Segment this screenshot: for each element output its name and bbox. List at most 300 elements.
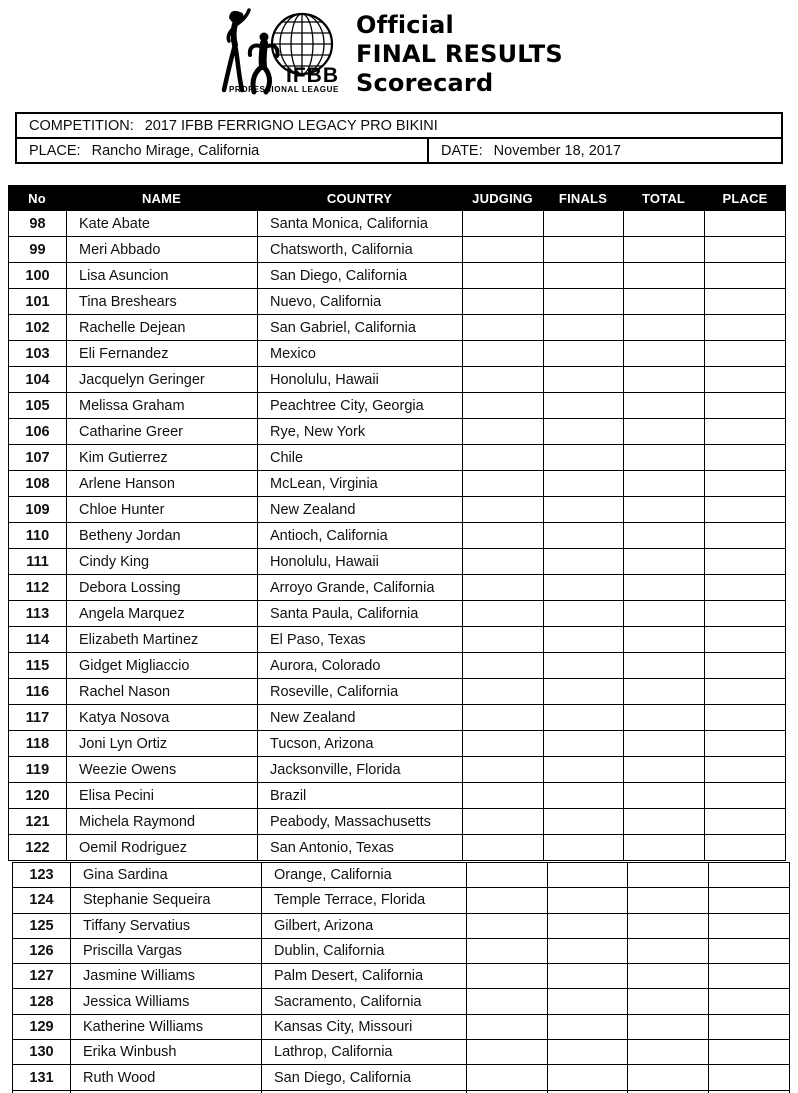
cell-finals <box>544 835 624 860</box>
cell-finals <box>548 939 628 963</box>
column-header-place: PLACE <box>722 190 768 206</box>
cell-finals <box>544 393 624 418</box>
cell-judging <box>463 237 544 262</box>
cell-total <box>624 783 705 808</box>
column-header-finals: FINALS <box>558 190 608 206</box>
table-row <box>13 1015 789 1040</box>
cell-name: Gidget Migliaccio <box>67 653 258 678</box>
cell-place <box>705 289 785 314</box>
column-header-country: COUNTRY <box>326 190 393 206</box>
cell-finals <box>544 783 624 808</box>
cell-total <box>624 575 705 600</box>
male-figure <box>250 33 278 93</box>
cell-country: Mexico <box>258 341 463 366</box>
table-body-upper <box>8 211 786 861</box>
cell-name: Cindy King <box>67 549 258 574</box>
cell-name: Rachelle Dejean <box>67 315 258 340</box>
cell-country: Santa Paula, California <box>258 601 463 626</box>
cell-judging <box>463 731 544 756</box>
cell-no: 115 <box>9 653 67 678</box>
cell-name: Angela Marquez <box>67 601 258 626</box>
cell-judging <box>467 939 548 963</box>
table-row <box>13 989 789 1014</box>
cell-judging <box>467 1040 548 1064</box>
ifbb-logo <box>202 4 350 104</box>
cell-place <box>705 393 785 418</box>
column-header-total: TOTAL <box>641 190 686 206</box>
table-row <box>9 471 785 497</box>
cell-country: San Diego, California <box>258 263 463 288</box>
competition-label: COMPETITION: <box>29 117 134 134</box>
cell-country: Roseville, California <box>258 679 463 704</box>
cell-no: 110 <box>9 523 67 548</box>
cell-judging <box>463 783 544 808</box>
cell-judging <box>467 989 548 1013</box>
cell-no: 118 <box>9 731 67 756</box>
ifbb-logo-graphic <box>202 4 350 104</box>
cell-place <box>705 367 785 392</box>
cell-place <box>705 731 785 756</box>
title-line-scorecard: Scorecard <box>356 69 494 97</box>
title-line-final-results: FINAL RESULTS <box>356 40 563 68</box>
cell-finals <box>544 731 624 756</box>
cell-judging <box>467 1015 548 1039</box>
cell-finals <box>544 367 624 392</box>
cell-judging <box>463 705 544 730</box>
cell-country: San Gabriel, California <box>258 315 463 340</box>
cell-name: Tina Breshears <box>67 289 258 314</box>
cell-total <box>628 964 709 988</box>
cell-judging <box>463 627 544 652</box>
cell-no: 103 <box>9 341 67 366</box>
cell-place <box>705 679 785 704</box>
cell-country: Honolulu, Hawaii <box>258 367 463 392</box>
cell-no: 131 <box>13 1065 71 1089</box>
cell-name: Ruth Wood <box>71 1065 262 1089</box>
date-value: November 18, 2017 <box>493 142 621 159</box>
cell-place <box>709 989 789 1013</box>
cell-place <box>705 601 785 626</box>
results-table-lower <box>12 862 790 1093</box>
cell-total <box>628 1015 709 1039</box>
table-row <box>9 783 785 809</box>
cell-name: Kim Gutierrez <box>67 445 258 470</box>
cell-country: Temple Terrace, Florida <box>262 888 467 912</box>
table-row <box>9 731 785 757</box>
cell-total <box>624 289 705 314</box>
cell-judging <box>463 601 544 626</box>
cell-no: 99 <box>9 237 67 262</box>
cell-name: Melissa Graham <box>67 393 258 418</box>
cell-name: Stephanie Sequeira <box>71 888 262 912</box>
cell-no: 116 <box>9 679 67 704</box>
cell-no: 123 <box>13 863 71 887</box>
cell-total <box>624 549 705 574</box>
cell-name: Tiffany Servatius <box>71 914 262 938</box>
column-header-name: NAME <box>141 190 182 206</box>
table-row <box>9 601 785 627</box>
table-row <box>9 679 785 705</box>
table-row <box>13 939 789 964</box>
cell-place <box>705 783 785 808</box>
cell-judging <box>463 809 544 834</box>
table-row <box>9 341 785 367</box>
cell-place <box>709 863 789 887</box>
table-row <box>9 809 785 835</box>
cell-total <box>624 263 705 288</box>
cell-place <box>705 419 785 444</box>
cell-total <box>624 835 705 860</box>
cell-total <box>624 627 705 652</box>
table-row <box>9 367 785 393</box>
cell-place <box>705 757 785 782</box>
cell-finals <box>548 1065 628 1089</box>
cell-name: Kate Abate <box>67 211 258 236</box>
cell-place <box>705 315 785 340</box>
cell-place <box>705 705 785 730</box>
cell-country: Gilbert, Arizona <box>262 914 467 938</box>
cell-place <box>705 809 785 834</box>
cell-no: 129 <box>13 1015 71 1039</box>
competition-row <box>17 114 781 139</box>
table-row <box>9 835 785 860</box>
cell-place <box>705 341 785 366</box>
table-row <box>13 1040 789 1065</box>
table-row <box>13 914 789 939</box>
cell-total <box>624 419 705 444</box>
cell-judging <box>463 393 544 418</box>
cell-place <box>709 1015 789 1039</box>
cell-finals <box>544 419 624 444</box>
logo-subtitle-text: PROFESSIONAL LEAGUE <box>229 85 339 94</box>
cell-name: Catharine Greer <box>67 419 258 444</box>
cell-total <box>624 705 705 730</box>
cell-name: Priscilla Vargas <box>71 939 262 963</box>
cell-name: Arlene Hanson <box>67 471 258 496</box>
cell-country: Aurora, Colorado <box>258 653 463 678</box>
cell-no: 113 <box>9 601 67 626</box>
table-row <box>9 627 785 653</box>
cell-judging <box>467 914 548 938</box>
cell-finals <box>544 627 624 652</box>
cell-finals <box>544 809 624 834</box>
cell-total <box>624 809 705 834</box>
cell-no: 128 <box>13 989 71 1013</box>
table-row <box>9 523 785 549</box>
table-row <box>9 393 785 419</box>
cell-country: Chatsworth, California <box>258 237 463 262</box>
cell-name: Jasmine Williams <box>71 964 262 988</box>
cell-no: 124 <box>13 888 71 912</box>
table-row <box>9 419 785 445</box>
cell-country: Dublin, California <box>262 939 467 963</box>
cell-total <box>624 393 705 418</box>
cell-name: Oemil Rodriguez <box>67 835 258 860</box>
cell-name: Rachel Nason <box>67 679 258 704</box>
cell-country: Tucson, Arizona <box>258 731 463 756</box>
cell-finals <box>548 1040 628 1064</box>
cell-place <box>709 1065 789 1089</box>
cell-judging <box>467 1065 548 1089</box>
cell-place <box>705 549 785 574</box>
table-row <box>9 705 785 731</box>
table-row <box>13 888 789 913</box>
cell-country: San Diego, California <box>262 1065 467 1089</box>
cell-name: Lisa Asuncion <box>67 263 258 288</box>
table-row <box>9 549 785 575</box>
cell-judging <box>463 549 544 574</box>
cell-finals <box>544 757 624 782</box>
cell-finals <box>544 601 624 626</box>
cell-finals <box>544 523 624 548</box>
cell-total <box>628 914 709 938</box>
cell-no: 119 <box>9 757 67 782</box>
cell-country: New Zealand <box>258 497 463 522</box>
cell-finals <box>544 341 624 366</box>
cell-no: 105 <box>9 393 67 418</box>
cell-total <box>624 367 705 392</box>
cell-country: Lathrop, California <box>262 1040 467 1064</box>
results-table-upper <box>8 185 786 861</box>
cell-total <box>624 653 705 678</box>
competition-value: 2017 IFBB FERRIGNO LEGACY PRO BIKINI <box>144 117 438 134</box>
table-row <box>9 653 785 679</box>
cell-place <box>709 939 789 963</box>
cell-total <box>624 315 705 340</box>
cell-total <box>628 863 709 887</box>
cell-no: 101 <box>9 289 67 314</box>
cell-finals <box>548 989 628 1013</box>
table-row <box>9 315 785 341</box>
table-row <box>9 575 785 601</box>
cell-finals <box>544 237 624 262</box>
table-body-lower <box>12 862 790 1093</box>
cell-name: Debora Lossing <box>67 575 258 600</box>
competition-info-box <box>15 112 783 164</box>
place-label: PLACE: <box>29 142 81 159</box>
cell-judging <box>463 367 544 392</box>
cell-place <box>705 237 785 262</box>
table-row <box>9 211 785 237</box>
cell-country: Sacramento, California <box>262 989 467 1013</box>
cell-finals <box>544 653 624 678</box>
cell-country: Chile <box>258 445 463 470</box>
cell-judging <box>463 757 544 782</box>
cell-place <box>705 653 785 678</box>
table-row <box>9 445 785 471</box>
cell-finals <box>548 863 628 887</box>
cell-country: Peachtree City, Georgia <box>258 393 463 418</box>
female-figure <box>224 10 249 90</box>
cell-total <box>624 679 705 704</box>
cell-name: Jessica Williams <box>71 989 262 1013</box>
cell-name: Michela Raymond <box>67 809 258 834</box>
cell-country: Brazil <box>258 783 463 808</box>
table-row <box>13 863 789 888</box>
cell-judging <box>467 964 548 988</box>
cell-country: New Zealand <box>258 705 463 730</box>
cell-finals <box>544 315 624 340</box>
cell-no: 130 <box>13 1040 71 1064</box>
cell-country: El Paso, Texas <box>258 627 463 652</box>
cell-total <box>628 939 709 963</box>
cell-name: Chloe Hunter <box>67 497 258 522</box>
cell-no: 125 <box>13 914 71 938</box>
cell-judging <box>463 835 544 860</box>
cell-total <box>624 731 705 756</box>
cell-place <box>705 575 785 600</box>
cell-no: 120 <box>9 783 67 808</box>
cell-finals <box>544 263 624 288</box>
cell-total <box>624 523 705 548</box>
cell-total <box>628 1040 709 1064</box>
cell-total <box>624 471 705 496</box>
cell-finals <box>544 211 624 236</box>
cell-country: Honolulu, Hawaii <box>258 549 463 574</box>
table-row <box>13 964 789 989</box>
column-header-judging: JUDGING <box>472 190 533 206</box>
cell-no: 121 <box>9 809 67 834</box>
date-label: DATE: <box>441 142 483 159</box>
cell-place <box>709 914 789 938</box>
cell-judging <box>463 679 544 704</box>
cell-place <box>705 523 785 548</box>
cell-name: Elisa Pecini <box>67 783 258 808</box>
cell-place <box>705 445 785 470</box>
cell-judging <box>463 575 544 600</box>
cell-finals <box>544 705 624 730</box>
cell-name: Meri Abbado <box>67 237 258 262</box>
cell-name: Jacquelyn Geringer <box>67 367 258 392</box>
cell-finals <box>544 679 624 704</box>
cell-country: Antioch, California <box>258 523 463 548</box>
cell-judging <box>463 497 544 522</box>
cell-no: 111 <box>9 549 67 574</box>
place-value: Rancho Mirage, California <box>91 142 260 159</box>
cell-no: 126 <box>13 939 71 963</box>
table-row <box>13 1065 789 1090</box>
place-cell <box>17 139 429 162</box>
cell-judging <box>463 289 544 314</box>
cell-no: 114 <box>9 627 67 652</box>
cell-total <box>628 1065 709 1089</box>
column-header-no: No <box>28 190 46 206</box>
cell-finals <box>544 445 624 470</box>
cell-place <box>705 497 785 522</box>
cell-name: Katherine Williams <box>71 1015 262 1039</box>
table-row <box>9 289 785 315</box>
cell-finals <box>544 289 624 314</box>
cell-total <box>624 497 705 522</box>
table-row <box>9 497 785 523</box>
cell-no: 122 <box>9 835 67 860</box>
cell-total <box>628 989 709 1013</box>
cell-no: 107 <box>9 445 67 470</box>
cell-place <box>709 964 789 988</box>
cell-finals <box>544 575 624 600</box>
cell-finals <box>544 549 624 574</box>
cell-name: Elizabeth Martinez <box>67 627 258 652</box>
cell-place <box>709 1040 789 1064</box>
cell-no: 127 <box>13 964 71 988</box>
cell-no: 106 <box>9 419 67 444</box>
cell-judging <box>467 888 548 912</box>
cell-no: 117 <box>9 705 67 730</box>
cell-judging <box>463 419 544 444</box>
cell-total <box>624 601 705 626</box>
cell-no: 98 <box>9 211 67 236</box>
cell-country: Palm Desert, California <box>262 964 467 988</box>
cell-finals <box>548 964 628 988</box>
cell-judging <box>463 211 544 236</box>
table-header <box>8 185 786 211</box>
cell-place <box>705 835 785 860</box>
cell-judging <box>463 653 544 678</box>
cell-country: Kansas City, Missouri <box>262 1015 467 1039</box>
cell-country: San Antonio, Texas <box>258 835 463 860</box>
cell-name: Erika Winbush <box>71 1040 262 1064</box>
cell-name: Gina Sardina <box>71 863 262 887</box>
cell-total <box>624 757 705 782</box>
cell-total <box>624 237 705 262</box>
date-cell <box>429 139 781 162</box>
cell-name: Eli Fernandez <box>67 341 258 366</box>
cell-no: 104 <box>9 367 67 392</box>
cell-total <box>628 888 709 912</box>
cell-country: Nuevo, California <box>258 289 463 314</box>
cell-judging <box>463 523 544 548</box>
cell-finals <box>544 497 624 522</box>
cell-name: Joni Lyn Ortiz <box>67 731 258 756</box>
cell-judging <box>463 315 544 340</box>
cell-country: Rye, New York <box>258 419 463 444</box>
cell-judging <box>463 341 544 366</box>
cell-no: 102 <box>9 315 67 340</box>
document-title <box>356 11 563 98</box>
cell-finals <box>548 888 628 912</box>
cell-place <box>705 263 785 288</box>
table-row <box>9 263 785 289</box>
cell-country: Peabody, Massachusetts <box>258 809 463 834</box>
cell-name: Katya Nosova <box>67 705 258 730</box>
cell-finals <box>548 914 628 938</box>
cell-country: Santa Monica, California <box>258 211 463 236</box>
cell-country: Arroyo Grande, California <box>258 575 463 600</box>
cell-total <box>624 211 705 236</box>
cell-judging <box>463 263 544 288</box>
cell-name: Weezie Owens <box>67 757 258 782</box>
cell-total <box>624 341 705 366</box>
place-date-row <box>17 139 781 162</box>
cell-no: 108 <box>9 471 67 496</box>
cell-no: 100 <box>9 263 67 288</box>
cell-place <box>709 888 789 912</box>
table-row <box>9 237 785 263</box>
cell-no: 112 <box>9 575 67 600</box>
cell-country: Orange, California <box>262 863 467 887</box>
cell-place <box>705 471 785 496</box>
cell-judging <box>463 445 544 470</box>
cell-place <box>705 627 785 652</box>
title-line-official: Official <box>356 11 454 39</box>
cell-name: Betheny Jordan <box>67 523 258 548</box>
cell-judging <box>467 863 548 887</box>
cell-country: Jacksonville, Florida <box>258 757 463 782</box>
table-row <box>9 757 785 783</box>
cell-finals <box>544 471 624 496</box>
cell-finals <box>548 1015 628 1039</box>
cell-place <box>705 211 785 236</box>
